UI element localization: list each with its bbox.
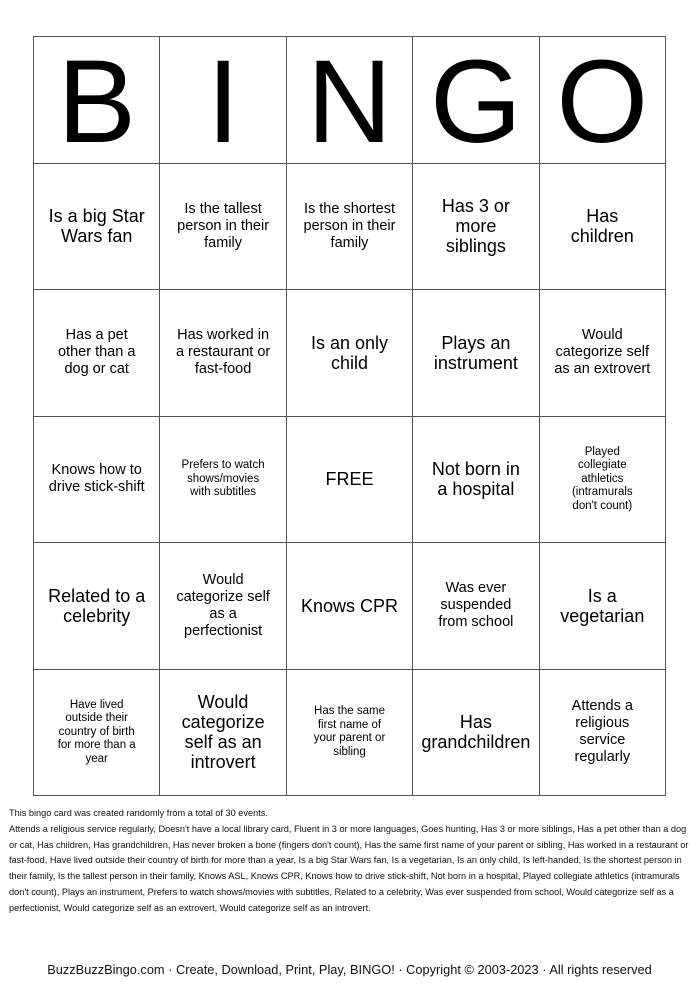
bingo-square: Has a pet other than a dog or cat xyxy=(34,290,160,417)
header-letter-i: I xyxy=(160,37,286,164)
header-letter-n: N xyxy=(287,37,413,164)
header-letter-b: B xyxy=(34,37,160,164)
bingo-square: Knows how to drive stick-shift xyxy=(34,417,160,544)
bingo-square: Is the tallest person in their family xyxy=(160,164,286,291)
bingo-square: Have lived outside their country of birth for more than a year xyxy=(34,670,160,797)
bingo-square: Knows CPR xyxy=(287,543,413,670)
bingo-square: Would categorize self as an extrovert xyxy=(540,290,666,417)
bingo-square: Is a vegetarian xyxy=(540,543,666,670)
bingo-square: Was ever suspended from school xyxy=(413,543,539,670)
bingo-square: Plays an instrument xyxy=(413,290,539,417)
bingo-square: Has the same first name of your parent or sibling xyxy=(287,670,413,797)
bingo-square: Is an only child xyxy=(287,290,413,417)
free-space: FREE xyxy=(287,417,413,544)
header-letter-g: G xyxy=(413,37,539,164)
header-letter-o: O xyxy=(540,37,666,164)
bingo-square: Related to a celebrity xyxy=(34,543,160,670)
bingo-square: Prefers to watch shows/movies with subtitles xyxy=(160,417,286,544)
card-info-summary: This bingo card was created randomly from a total of 30 events. xyxy=(9,808,268,818)
footer: BuzzBuzzBingo.com · Create, Download, Print, Play, BINGO! · Copyright © 2003-2023 · All rights reserved xyxy=(47,962,652,977)
bingo-square: Would categorize self as an introvert xyxy=(160,670,286,797)
bingo-square: Has children xyxy=(540,164,666,291)
bingo-square: Has worked in a restaurant or fast-food xyxy=(160,290,286,417)
card-info-event-list: Attends a religious service regularly, Doesn't have a local library card, Fluent in 3 or more languages, Goes hunting, Has 3 or more siblings, Has a pet other than a dog or cat, Has children, Has grandchildren, Has never broken a bone (fingers don't count), Has the same first name of your parent or sibling, Has worked in a restaurant or fast-food, Have lived outside their country of birth for more than a year, Is a big Star Wars fan, Is a vegetarian, Is an only child, Is left-handed, Is the shortest person in their family, Is the tallest person in their family, Knows ASL, Knows CPR, Knows how to drive stick-shift, Not born in a hospital, Played collegiate athletics (intramurals don't count), Plays an instrument, Prefers to watch shows/movies with subtitles, Related to a celebrity, Was ever suspended from school, Would categorize self as a perfectionist, Would categorize self as an extrovert, Would categorize self as an introvert. xyxy=(9,823,689,913)
card-info xyxy=(9,806,693,917)
bingo-square: Is a big Star Wars fan xyxy=(34,164,160,291)
bingo-square: Would categorize self as a perfectionist xyxy=(160,543,286,670)
bingo-square: Not born in a hospital xyxy=(413,417,539,544)
bingo-square: Played collegiate athletics (intramurals don't count) xyxy=(540,417,666,544)
bingo-card xyxy=(33,36,666,796)
bingo-square: Has grandchildren xyxy=(413,670,539,797)
bingo-square: Is the shortest person in their family xyxy=(287,164,413,291)
bingo-square: Has 3 or more siblings xyxy=(413,164,539,291)
bingo-square: Attends a religious service regularly xyxy=(540,670,666,797)
